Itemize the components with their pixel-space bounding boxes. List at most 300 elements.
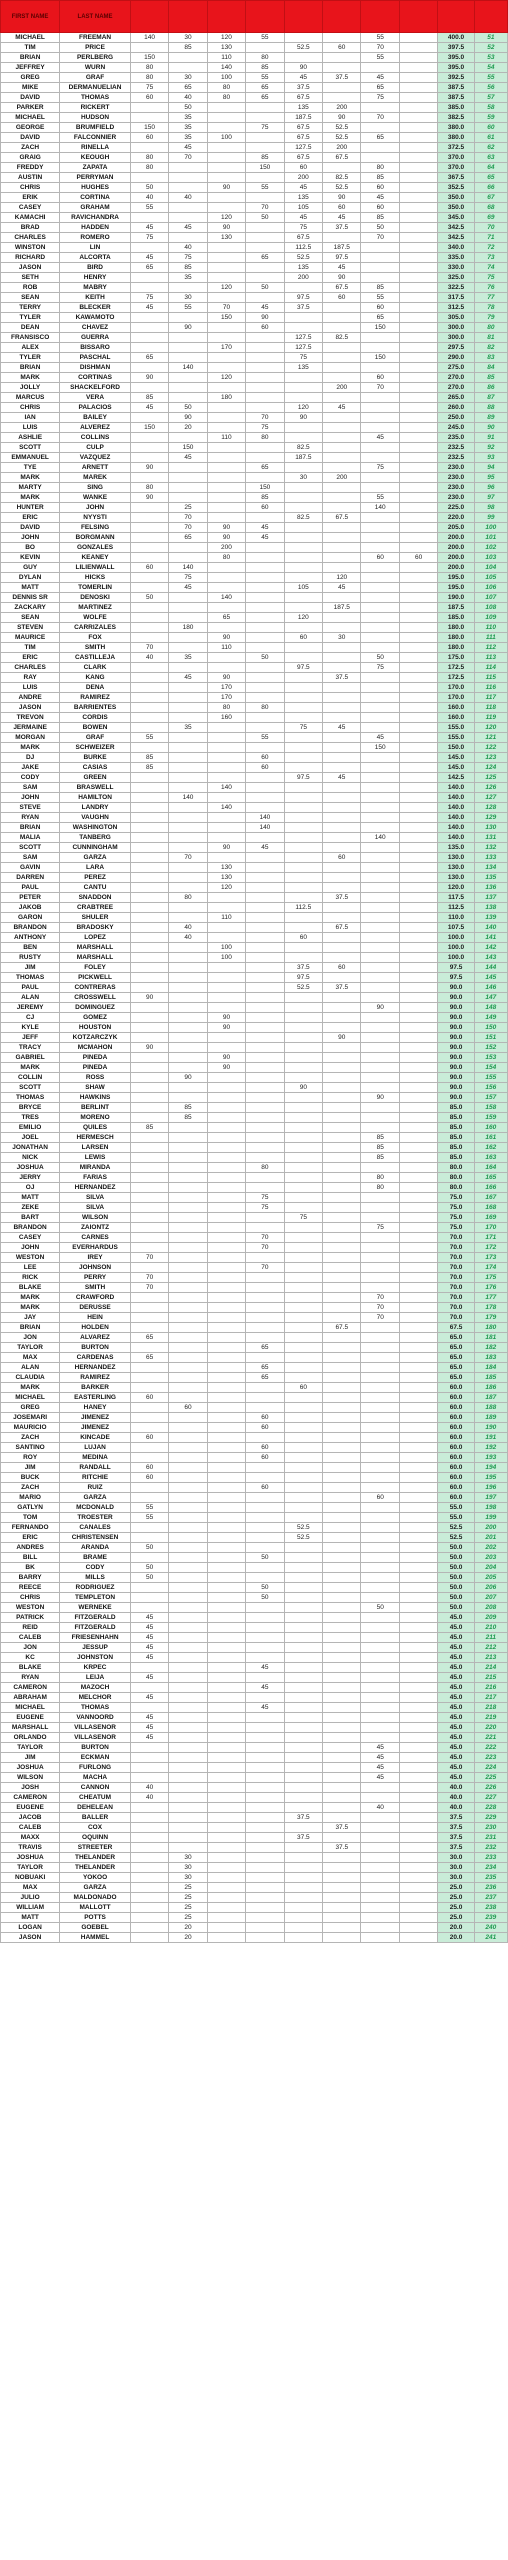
cell-event-7 (361, 403, 399, 413)
cell-event-7 (361, 973, 399, 983)
table-row (1, 1263, 508, 1273)
cell-event-7: 60 (361, 373, 399, 383)
cell-event-5 (284, 993, 322, 1003)
cell-last-name: COX (60, 1823, 131, 1833)
cell-event-3 (207, 383, 245, 393)
cell-event-6 (323, 1523, 361, 1533)
table-row (1, 1773, 508, 1783)
cell-event-3 (207, 1633, 245, 1643)
cell-event-5: 97.5 (284, 663, 322, 673)
cell-total: 305.0 (438, 313, 474, 323)
cell-event-6 (323, 433, 361, 443)
cell-event-2: 70 (169, 153, 207, 163)
table-row (1, 483, 508, 493)
cell-event-7 (361, 1203, 399, 1213)
cell-event-1: 90 (130, 493, 168, 503)
cell-event-3 (207, 193, 245, 203)
table-row (1, 1863, 508, 1873)
cell-event-7 (361, 153, 399, 163)
cell-event-4 (246, 293, 284, 303)
cell-event-7 (361, 913, 399, 923)
cell-total: 140.0 (438, 793, 474, 803)
cell-event-3 (207, 983, 245, 993)
cell-event-4 (246, 1143, 284, 1153)
cell-event-4 (246, 1463, 284, 1473)
cell-first-name: CHARLES (1, 233, 60, 243)
cell-first-name: TIM (1, 43, 60, 53)
cell-event-1: 45 (130, 1673, 168, 1683)
cell-last-name: STREETER (60, 1843, 131, 1853)
cell-event-1 (130, 793, 168, 803)
cell-event-3 (207, 1283, 245, 1293)
cell-event-7 (361, 1693, 399, 1703)
cell-total: 190.0 (438, 593, 474, 603)
cell-event-5: 112.5 (284, 243, 322, 253)
cell-event-2: 35 (169, 113, 207, 123)
cell-event-3 (207, 113, 245, 123)
cell-first-name: BRYCE (1, 1103, 60, 1113)
cell-event-3: 120 (207, 283, 245, 293)
cell-event-8 (399, 1623, 437, 1633)
cell-last-name: ROSS (60, 1073, 131, 1083)
cell-first-name: CAMERON (1, 1683, 60, 1693)
cell-event-6: 200 (323, 473, 361, 483)
cell-first-name: ROB (1, 283, 60, 293)
cell-event-7 (361, 1823, 399, 1833)
cell-event-7 (361, 1573, 399, 1583)
cell-event-5 (284, 463, 322, 473)
cell-event-3 (207, 1553, 245, 1563)
cell-event-7 (361, 1853, 399, 1863)
cell-event-7: 85 (361, 173, 399, 183)
cell-event-1: 90 (130, 1043, 168, 1053)
cell-total: 170.0 (438, 683, 474, 693)
cell-rank: 218 (474, 1703, 507, 1713)
cell-event-4 (246, 1433, 284, 1443)
cell-event-1 (130, 1933, 168, 1943)
cell-event-3: 110 (207, 433, 245, 443)
cell-event-5 (284, 683, 322, 693)
cell-event-8 (399, 263, 437, 273)
cell-event-7: 70 (361, 1293, 399, 1303)
cell-rank: 67 (474, 193, 507, 203)
cell-event-5 (284, 1563, 322, 1573)
cell-first-name: KEVIN (1, 553, 60, 563)
table-row (1, 743, 508, 753)
cell-event-2: 45 (169, 583, 207, 593)
cell-event-7: 70 (361, 43, 399, 53)
cell-rank: 237 (474, 1893, 507, 1903)
cell-total: 187.5 (438, 603, 474, 613)
cell-last-name: PERRYMAN (60, 173, 131, 183)
cell-first-name: GEORGE (1, 123, 60, 133)
table-row (1, 1163, 508, 1173)
table-row (1, 1533, 508, 1543)
cell-event-5 (284, 1293, 322, 1303)
cell-event-6 (323, 823, 361, 833)
cell-event-6 (323, 1863, 361, 1873)
cell-event-1 (130, 103, 168, 113)
cell-rank: 127 (474, 793, 507, 803)
cell-event-4: 50 (246, 653, 284, 663)
cell-event-7: 40 (361, 1803, 399, 1813)
cell-first-name: MARK (1, 473, 60, 483)
cell-event-4: 70 (246, 1243, 284, 1253)
cell-event-3 (207, 123, 245, 133)
cell-event-4 (246, 1333, 284, 1343)
cell-event-4 (246, 1753, 284, 1763)
cell-event-8 (399, 353, 437, 363)
cell-last-name: DEHELEAN (60, 1803, 131, 1813)
cell-event-4 (246, 143, 284, 153)
cell-last-name: JOHNSON (60, 1263, 131, 1273)
cell-event-1: 55 (130, 1503, 168, 1513)
cell-event-2 (169, 1813, 207, 1823)
cell-event-6 (323, 1513, 361, 1523)
cell-rank: 133 (474, 853, 507, 863)
table-row (1, 83, 508, 93)
cell-event-1 (130, 1013, 168, 1023)
cell-event-8 (399, 543, 437, 553)
cell-event-4 (246, 883, 284, 893)
table-row (1, 383, 508, 393)
cell-event-2 (169, 1253, 207, 1263)
cell-event-6: 67.5 (323, 283, 361, 293)
cell-event-4 (246, 673, 284, 683)
cell-event-2 (169, 1203, 207, 1213)
cell-first-name: TAYLOR (1, 1743, 60, 1753)
cell-first-name: BRIAN (1, 1323, 60, 1333)
cell-event-7: 60 (361, 1493, 399, 1503)
cell-event-8 (399, 1383, 437, 1393)
cell-event-2: 70 (169, 853, 207, 863)
cell-event-1 (130, 1803, 168, 1813)
cell-rank: 186 (474, 1383, 507, 1393)
cell-event-4: 60 (246, 1413, 284, 1423)
cell-first-name: GUY (1, 563, 60, 573)
cell-first-name: ERIK (1, 193, 60, 203)
cell-event-8 (399, 1853, 437, 1863)
table-row (1, 63, 508, 73)
cell-total: 342.5 (438, 233, 474, 243)
cell-event-3 (207, 1043, 245, 1053)
cell-rank: 193 (474, 1453, 507, 1463)
cell-event-3: 180 (207, 393, 245, 403)
cell-event-1: 40 (130, 653, 168, 663)
cell-rank: 51 (474, 33, 507, 43)
cell-event-8 (399, 1933, 437, 1943)
cell-event-8: 60 (399, 553, 437, 563)
cell-event-3: 90 (207, 1053, 245, 1063)
cell-event-4 (246, 1933, 284, 1943)
cell-rank: 74 (474, 263, 507, 273)
cell-event-2: 30 (169, 293, 207, 303)
cell-event-1 (130, 1493, 168, 1503)
cell-rank: 234 (474, 1863, 507, 1873)
cell-event-2: 35 (169, 133, 207, 143)
cell-event-4: 80 (246, 53, 284, 63)
cell-event-3: 90 (207, 1013, 245, 1023)
cell-event-2: 60 (169, 1403, 207, 1413)
cell-event-6: 82.5 (323, 333, 361, 343)
cell-event-5 (284, 1013, 322, 1023)
cell-rank: 164 (474, 1163, 507, 1173)
cell-event-7 (361, 763, 399, 773)
cell-event-6: 60 (323, 43, 361, 53)
cell-event-5 (284, 653, 322, 663)
cell-event-4 (246, 953, 284, 963)
cell-total: 270.0 (438, 373, 474, 383)
cell-event-7 (361, 673, 399, 683)
cell-event-3 (207, 623, 245, 633)
cell-event-3: 130 (207, 873, 245, 883)
cell-event-1 (130, 1203, 168, 1213)
cell-event-5 (284, 833, 322, 843)
cell-last-name: BALLER (60, 1813, 131, 1823)
cell-event-5: 105 (284, 203, 322, 213)
cell-event-6 (323, 1233, 361, 1243)
cell-event-5 (284, 1553, 322, 1563)
table-row (1, 1903, 508, 1913)
cell-event-7: 45 (361, 433, 399, 443)
cell-event-7: 50 (361, 653, 399, 663)
cell-total: 90.0 (438, 1023, 474, 1033)
cell-event-2: 50 (169, 403, 207, 413)
cell-event-3 (207, 1323, 245, 1333)
cell-event-7 (361, 943, 399, 953)
cell-total: 65.0 (438, 1353, 474, 1363)
cell-event-5 (284, 1113, 322, 1123)
cell-event-4: 45 (246, 1683, 284, 1693)
cell-total: 37.5 (438, 1843, 474, 1853)
cell-event-6 (323, 1763, 361, 1773)
cell-event-6 (323, 1143, 361, 1153)
cell-total: 60.0 (438, 1433, 474, 1443)
cell-event-8 (399, 873, 437, 883)
cell-event-3 (207, 1713, 245, 1723)
cell-event-7 (361, 1433, 399, 1443)
cell-event-3 (207, 1413, 245, 1423)
cell-rank: 82 (474, 343, 507, 353)
cell-event-2 (169, 1213, 207, 1223)
cell-event-7: 50 (361, 1603, 399, 1613)
cell-event-7 (361, 603, 399, 613)
cell-total: 60.0 (438, 1383, 474, 1393)
cell-event-7: 45 (361, 1773, 399, 1783)
cell-rank: 146 (474, 983, 507, 993)
cell-last-name: DENOSKI (60, 593, 131, 603)
table-row (1, 433, 508, 443)
table-row (1, 303, 508, 313)
cell-last-name: KEOUGH (60, 153, 131, 163)
cell-event-1 (130, 1083, 168, 1093)
cell-event-5 (284, 733, 322, 743)
cell-event-2: 25 (169, 503, 207, 513)
cell-event-1 (130, 1743, 168, 1753)
cell-first-name: TRACY (1, 1043, 60, 1053)
cell-last-name: CLARK (60, 663, 131, 673)
table-row (1, 1733, 508, 1743)
table-row (1, 343, 508, 353)
table-row (1, 123, 508, 133)
table-row (1, 513, 508, 523)
cell-event-4 (246, 1633, 284, 1643)
cell-last-name: EVERHARDUS (60, 1243, 131, 1253)
cell-event-3 (207, 1903, 245, 1913)
cell-total: 60.0 (438, 1483, 474, 1493)
cell-event-1 (130, 1413, 168, 1423)
cell-rank: 55 (474, 73, 507, 83)
cell-rank: 96 (474, 483, 507, 493)
cell-event-3 (207, 253, 245, 263)
cell-event-1 (130, 1233, 168, 1243)
cell-rank: 134 (474, 863, 507, 873)
cell-first-name: BRANDON (1, 1223, 60, 1233)
cell-last-name: MARSHALL (60, 943, 131, 953)
cell-event-6 (323, 313, 361, 323)
cell-first-name: LEE (1, 1263, 60, 1273)
cell-rank: 131 (474, 833, 507, 843)
cell-event-6 (323, 1393, 361, 1403)
cell-total: 195.0 (438, 583, 474, 593)
cell-event-8 (399, 1463, 437, 1473)
cell-event-7 (361, 453, 399, 463)
table-row (1, 1073, 508, 1083)
cell-first-name: REECE (1, 1583, 60, 1593)
cell-event-6: 67.5 (323, 923, 361, 933)
cell-total: 145.0 (438, 763, 474, 773)
cell-event-6 (323, 343, 361, 353)
cell-event-6 (323, 1263, 361, 1273)
cell-rank: 200 (474, 1523, 507, 1533)
cell-event-7 (361, 1913, 399, 1923)
cell-event-1: 70 (130, 1283, 168, 1293)
cell-total: 370.0 (438, 163, 474, 173)
cell-first-name: BRIAN (1, 53, 60, 63)
cell-event-4 (246, 473, 284, 483)
cell-last-name: BRAME (60, 1553, 131, 1563)
cell-event-7 (361, 1933, 399, 1943)
cell-total: 117.5 (438, 893, 474, 903)
cell-event-7 (361, 1373, 399, 1383)
cell-event-1 (130, 1153, 168, 1163)
cell-last-name: HADDEN (60, 223, 131, 233)
cell-event-1: 80 (130, 163, 168, 173)
cell-event-8 (399, 153, 437, 163)
cell-event-5 (284, 1763, 322, 1773)
cell-event-1: 50 (130, 1563, 168, 1573)
cell-event-1 (130, 803, 168, 813)
cell-event-7 (361, 903, 399, 913)
cell-event-1: 60 (130, 133, 168, 143)
header-total (438, 1, 474, 33)
cell-event-6: 90 (323, 113, 361, 123)
cell-rank: 197 (474, 1493, 507, 1503)
cell-last-name: BIRD (60, 263, 131, 273)
cell-event-3 (207, 1773, 245, 1783)
cell-event-2: 65 (169, 83, 207, 93)
cell-event-6 (323, 1883, 361, 1893)
cell-event-3 (207, 1133, 245, 1143)
cell-event-2: 70 (169, 523, 207, 533)
cell-total: 312.5 (438, 303, 474, 313)
cell-last-name: CANALES (60, 1523, 131, 1533)
cell-event-2: 30 (169, 1873, 207, 1883)
cell-event-2 (169, 173, 207, 183)
cell-last-name: CODY (60, 1563, 131, 1573)
cell-event-2 (169, 1493, 207, 1503)
cell-event-3 (207, 1883, 245, 1893)
cell-first-name: THOMAS (1, 1093, 60, 1103)
cell-rank: 112 (474, 643, 507, 653)
cell-event-7 (361, 1683, 399, 1693)
cell-last-name: JOHNSTON (60, 1653, 131, 1663)
cell-last-name: GRAF (60, 73, 131, 83)
cell-rank: 123 (474, 753, 507, 763)
cell-event-6 (323, 1213, 361, 1223)
cell-total: 75.0 (438, 1213, 474, 1223)
cell-event-2: 20 (169, 1923, 207, 1933)
cell-event-2 (169, 993, 207, 1003)
cell-event-8 (399, 1163, 437, 1173)
cell-first-name: JASON (1, 1933, 60, 1943)
cell-total: 155.0 (438, 733, 474, 743)
cell-event-7 (361, 473, 399, 483)
cell-first-name: ANDRES (1, 1543, 60, 1553)
cell-event-2 (169, 1373, 207, 1383)
cell-first-name: CALEB (1, 1633, 60, 1643)
cell-event-1 (130, 333, 168, 343)
table-row (1, 1243, 508, 1253)
cell-event-7: 150 (361, 353, 399, 363)
cell-event-4 (246, 393, 284, 403)
cell-event-5 (284, 1803, 322, 1813)
cell-event-8 (399, 1143, 437, 1153)
cell-event-6 (323, 33, 361, 43)
cell-event-2: 85 (169, 43, 207, 53)
cell-rank: 105 (474, 573, 507, 583)
cell-total: 230.0 (438, 483, 474, 493)
cell-event-3 (207, 1463, 245, 1473)
table-row (1, 983, 508, 993)
cell-total: 70.0 (438, 1233, 474, 1243)
cell-rank: 53 (474, 53, 507, 63)
cell-last-name: CULP (60, 443, 131, 453)
cell-rank: 80 (474, 323, 507, 333)
cell-event-8 (399, 423, 437, 433)
cell-event-8 (399, 923, 437, 933)
cell-event-7 (361, 1523, 399, 1533)
cell-event-1 (130, 823, 168, 833)
cell-event-8 (399, 1193, 437, 1203)
cell-event-1: 85 (130, 393, 168, 403)
cell-event-3 (207, 1533, 245, 1543)
cell-event-2 (169, 393, 207, 403)
cell-event-3 (207, 1193, 245, 1203)
cell-last-name: VERA (60, 393, 131, 403)
cell-event-4 (246, 273, 284, 283)
cell-first-name: LUIS (1, 683, 60, 693)
cell-total: 45.0 (438, 1663, 474, 1673)
cell-last-name: HICKS (60, 573, 131, 583)
cell-event-1: 65 (130, 263, 168, 273)
cell-rank: 109 (474, 613, 507, 623)
cell-event-4: 150 (246, 163, 284, 173)
cell-event-4 (246, 903, 284, 913)
cell-event-3 (207, 263, 245, 273)
cell-event-8 (399, 243, 437, 253)
cell-event-7 (361, 443, 399, 453)
